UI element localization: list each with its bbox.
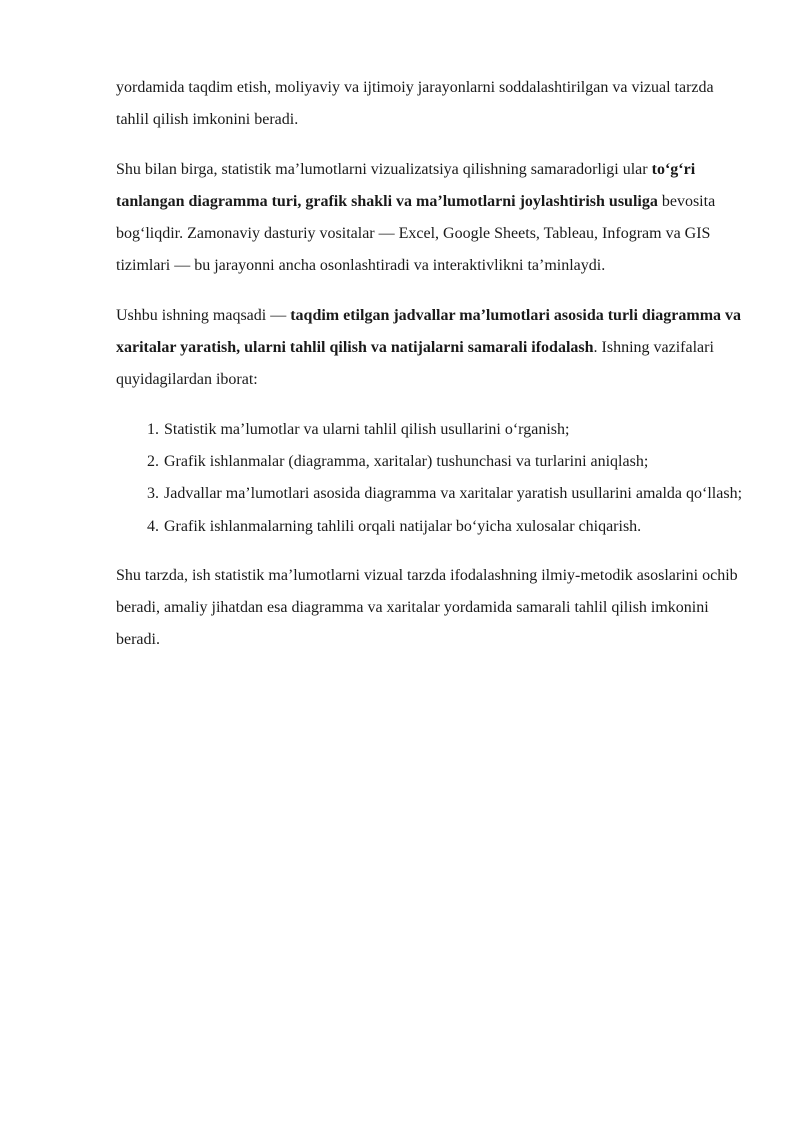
paragraph-goal	[116, 300, 746, 397]
list-item: 1. Statistik maʼlumotlar va ularni tahlil qilish usullarini oʻrganish;	[163, 414, 746, 446]
paragraph-text: Ushbu ishning maqsadi —	[116, 306, 291, 324]
paragraph-text: bevosita bogʻliqdir. Zamonaviy dasturiy vositalar — Excel, Google Sheets, Tableau, Infogram va GIS tizimlari — bu jarayonni ancha osonlashtiradi va interaktivlikni taʼminlaydi.	[116, 192, 716, 275]
paragraph-text: Shu tarzda, ish statistik maʼlumotlarni vizual tarzda ifodalashning ilmiy-metodik asoslarini ochib beradi, amaliy jihatdan esa diagramma va xaritalar yordamida samarali tahlil qilish imkonini beradi.	[116, 566, 738, 649]
tasks-list	[116, 414, 746, 543]
paragraph-visualization-efficiency	[116, 154, 746, 283]
paragraph-intro-continuation	[116, 72, 746, 137]
bold-emphasis: toʻgʻri tanlangan diagramma turi, grafik shakli va maʼlumotlarni joylashtirish usuliga	[116, 160, 696, 210]
paragraph-text: yordamida taqdim etish, moliyaviy va ijtimoiy jarayonlarni soddalashtirilgan va vizual tarzda tahlil qilish imkonini beradi.	[116, 79, 714, 129]
document-page	[116, 72, 746, 674]
paragraph-conclusion	[116, 560, 746, 657]
paragraph-text: . Ishning vazifalari quyidagilardan iborat:	[116, 339, 714, 389]
bold-emphasis: taqdim etilgan jadvallar maʼlumotlari asosida turli diagramma va xaritalar yaratish, ularni tahlil qilish va natijalarni samarali ifodalash	[116, 306, 742, 357]
paragraph-text: Shu bilan birga, statistik maʼlumotlarni vizualizatsiya qilishning samaradorligi ular	[116, 160, 652, 178]
list-item: 3. Jadvallar maʼlumotlari asosida diagramma va xaritalar yaratish usullarini amalda qoʻllash;	[163, 478, 746, 510]
list-item: 2. Grafik ishlanmalar (diagramma, xaritalar) tushunchasi va turlarini aniqlash;	[163, 446, 746, 478]
list-item: 4. Grafik ishlanmalarning tahlili orqali natijalar boʻyicha xulosalar chiqarish.	[163, 511, 746, 543]
